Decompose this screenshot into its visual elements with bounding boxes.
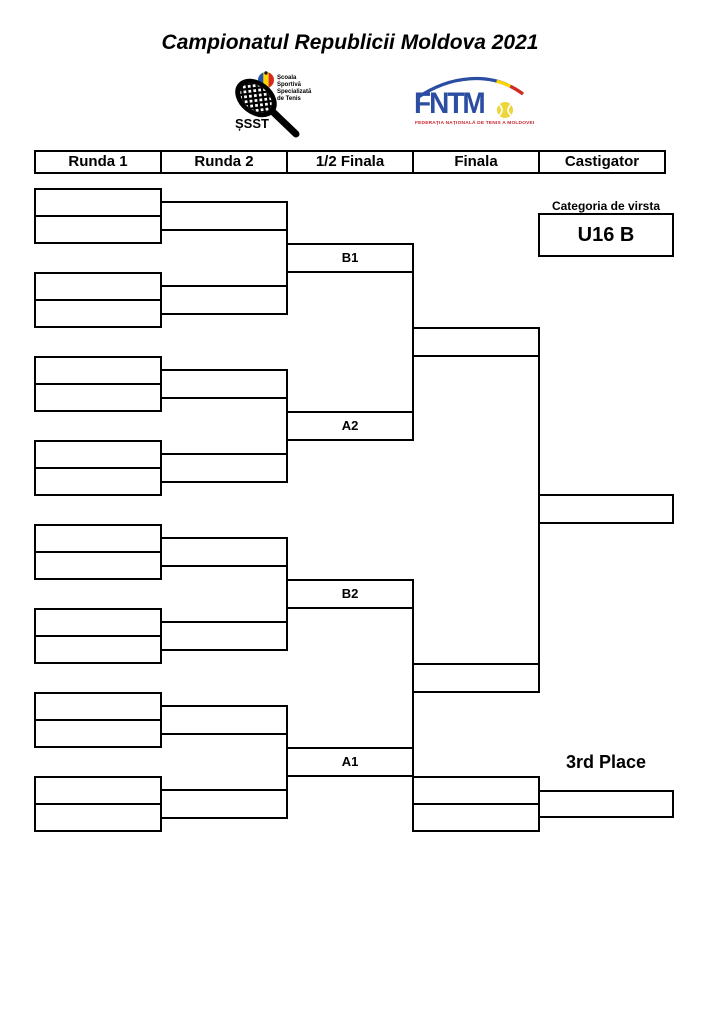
- third-place-winner-box: [538, 790, 674, 818]
- column-header-runda1: Runda 1: [34, 150, 162, 174]
- page-title: Campionatul Republicii Moldova 2021: [161, 31, 539, 54]
- pair-divider: [36, 299, 160, 301]
- ssst-name-line: Școala: [277, 75, 297, 81]
- column-header-semifinal: 1/2 Finala: [286, 150, 414, 174]
- column-header-winner: Castigator: [538, 150, 666, 174]
- pair-divider: [414, 803, 538, 805]
- column-header-final: Finala: [412, 150, 540, 174]
- final-slot-box: [412, 663, 540, 693]
- column-header-runda2: Runda 2: [160, 150, 288, 174]
- round1-match-box: [34, 272, 162, 328]
- semifinal-box-b2: B2: [286, 579, 414, 609]
- pair-divider: [36, 467, 160, 469]
- round2-slot-box: [160, 789, 288, 819]
- round2-slot-box: [160, 369, 288, 399]
- round1-match-box: [34, 524, 162, 580]
- pair-divider: [36, 551, 160, 553]
- round1-match-box: [34, 356, 162, 412]
- category-label: Categoria de virsta: [551, 199, 661, 213]
- semifinal-box-a2: A2: [286, 411, 414, 441]
- ssst-name-line: Specializată: [277, 89, 312, 95]
- pair-divider: [36, 803, 160, 805]
- pair-divider: [36, 635, 160, 637]
- semifinal-box-a1: A1: [286, 747, 414, 777]
- ssst-abbreviation: ȘSST: [235, 116, 269, 131]
- ssst-school-name: [277, 75, 311, 103]
- round1-match-box: [34, 440, 162, 496]
- ssst-name-line: Sportivă: [277, 82, 302, 88]
- winner-box: [538, 494, 674, 524]
- pair-divider: [36, 215, 160, 217]
- fntm-abbreviation: FNTM: [414, 87, 484, 120]
- round1-match-box: [34, 776, 162, 832]
- pair-divider: [36, 383, 160, 385]
- tennis-ball-icon: [497, 102, 513, 118]
- fntm-logo: [413, 74, 535, 130]
- fntm-caption: FEDERAȚIA NAȚIONALĂ DE TENIS A MOLDOVEI: [415, 121, 535, 126]
- round2-slot-box: [160, 285, 288, 315]
- round1-match-box: [34, 692, 162, 748]
- third-place-match-box: [412, 776, 540, 832]
- round2-slot-box: [160, 537, 288, 567]
- round2-slot-box: [160, 453, 288, 483]
- final-slot-box: [412, 327, 540, 357]
- third-place-label: 3rd Place: [565, 752, 647, 772]
- category-value-box: U16 B: [538, 213, 674, 257]
- semifinal-box-b1: B1: [286, 243, 414, 273]
- round1-match-box: [34, 608, 162, 664]
- round2-slot-box: [160, 621, 288, 651]
- ssst-logo: [222, 64, 326, 142]
- ssst-name-line: de Tenis: [277, 96, 301, 102]
- pair-divider: [36, 719, 160, 721]
- round1-match-box: [34, 188, 162, 244]
- round2-slot-box: [160, 201, 288, 231]
- round2-slot-box: [160, 705, 288, 735]
